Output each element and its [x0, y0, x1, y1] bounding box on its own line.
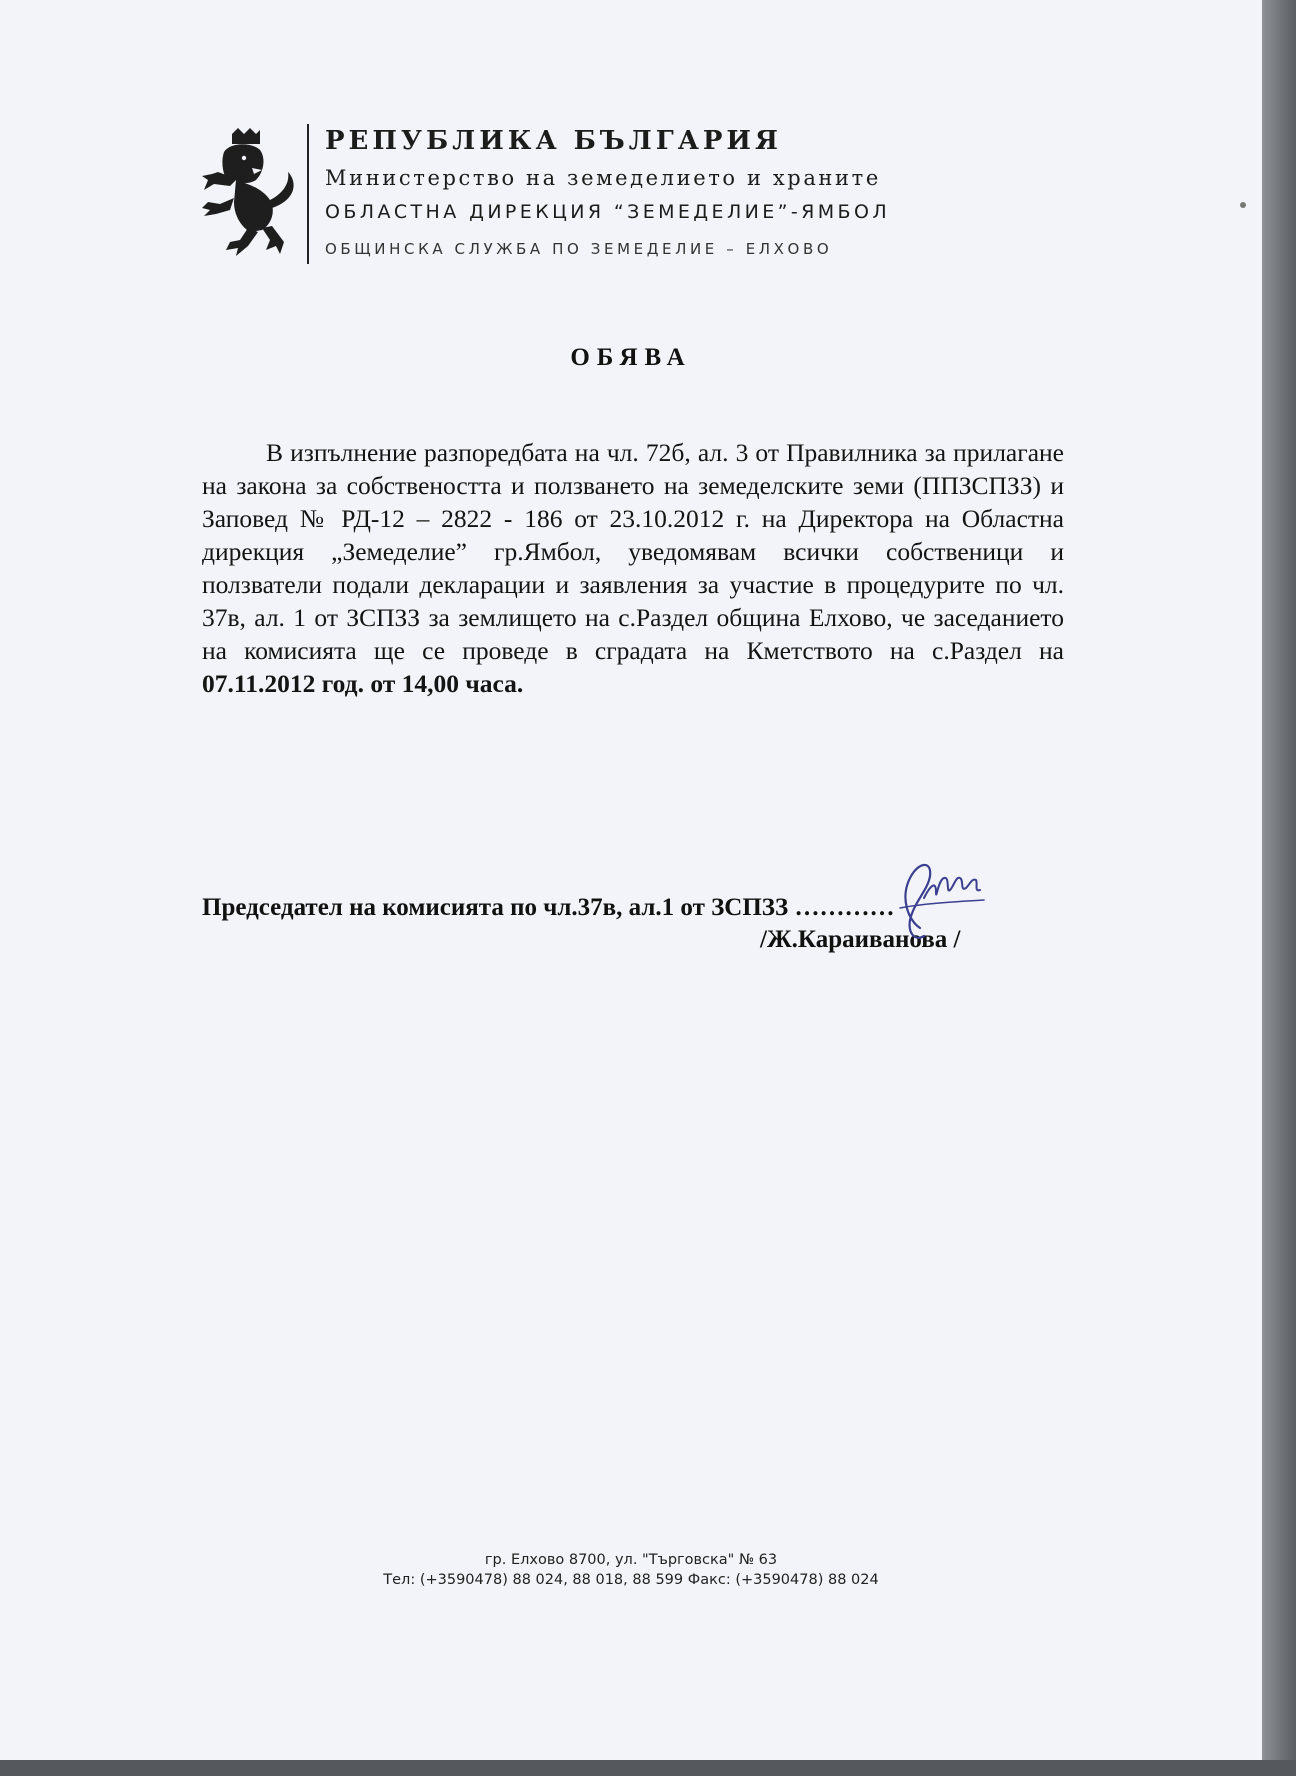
letterhead-office: ОБЩИНСКА СЛУЖБА ПО ЗЕМЕДЕЛИЕ – ЕЛХОВО [325, 240, 833, 258]
lion-coat-of-arms-icon [200, 128, 298, 256]
announcement-text: В изпълнение разпоредбата на чл. 72б, ал. 3 от Правилника за прилагане на закона за собствеността и ползването на земеделските земи (ППЗСПЗЗ) и Заповед № РД-12 – 2822 - 186 от 23.10.2012 г. на Директора на Областна дирекция „Земеделие” гр.Ямбол, уведомявам всички собственици и ползватели подали декларации и заявления за участие в процедурите по чл. 37в, ал. 1 от ЗСПЗЗ за землището на с.Раздел община Елхово, че заседанието на комисията ще се проведе в сградата на Кметството на с.Раздел на [202, 438, 1064, 665]
handwritten-signature-icon [880, 850, 990, 950]
meeting-date-time: 07.11.2012 год. от 14,00 часа. [202, 669, 524, 698]
letterhead-divider [307, 124, 309, 264]
chairman-line: Председател на комисията по чл.37в, ал.1 от ЗСПЗЗ ………… [202, 894, 895, 921]
chairman-name: /Ж.Караиванова / [760, 926, 961, 953]
footer-address: гр. Елхово 8700, ул. "Търговска" № 63 [484, 1552, 778, 1568]
footer-phones: Тел: (+3590478) 88 024, 88 018, 88 599 Факс: (+3590478) 88 024 [383, 1572, 879, 1588]
scan-speck [1240, 202, 1246, 208]
document-title: ОБЯВА [570, 344, 692, 371]
scan-background-bottom [0, 1760, 1296, 1776]
letterhead-directorate: ОБЛАСТНА ДИРЕКЦИЯ “ЗЕМЕДЕЛИЕ”-ЯМБОЛ [325, 201, 891, 223]
letterhead-country: РЕПУБЛИКА БЪЛГАРИЯ [325, 126, 782, 156]
letterhead-ministry: Министерство на земеделието и храните [325, 166, 881, 190]
announcement-body [202, 436, 1064, 700]
scan-background-right [1262, 0, 1296, 1776]
